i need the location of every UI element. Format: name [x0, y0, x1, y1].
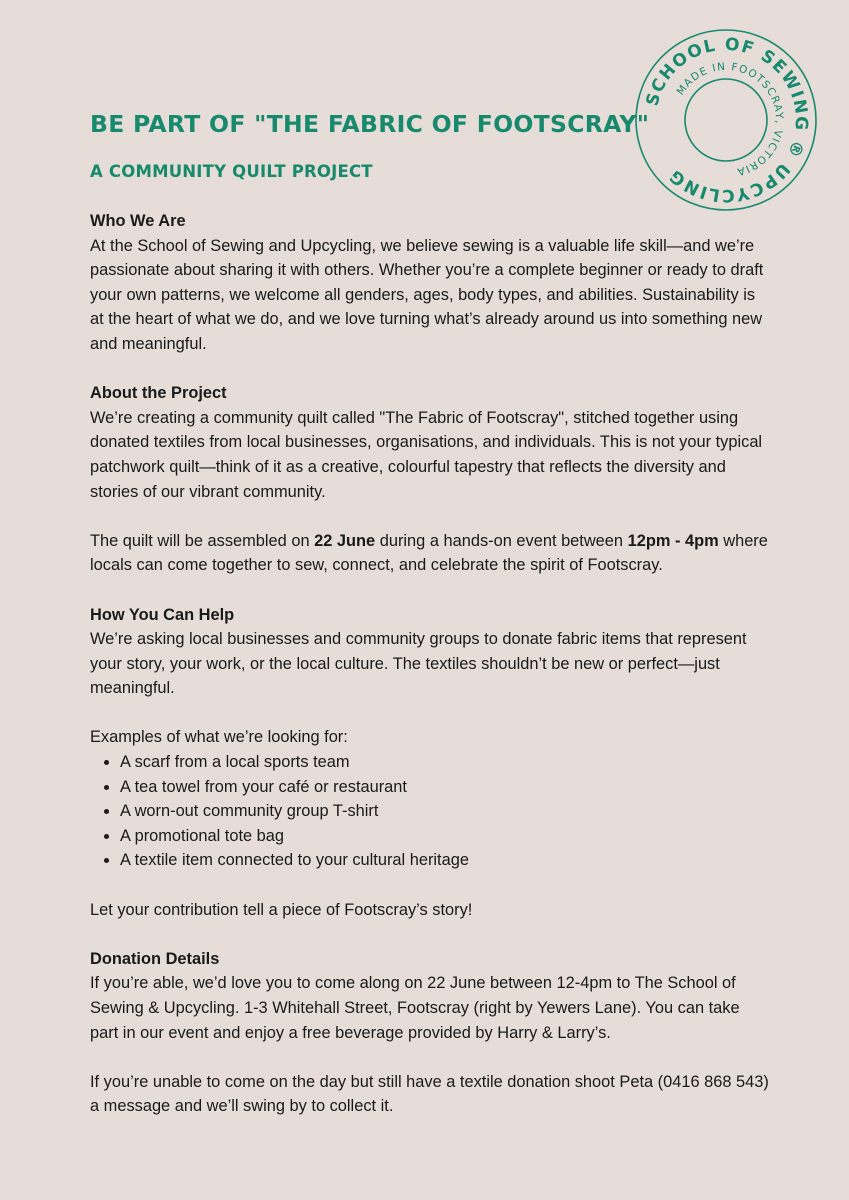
event-date: 22 June	[314, 531, 376, 550]
page-subtitle: A COMMUNITY QUILT PROJECT	[90, 162, 373, 181]
section-heading-donation: Donation Details	[90, 949, 220, 968]
paragraph-donation-alt: If you’re unable to come on the day but still have a textile donation shoot Peta (0416 868 543) a message and we’ll swing by to collect it.	[90, 1072, 769, 1116]
svg-text:MADE IN FOOTSCRAY, VICTORIA: MADE IN FOOTSCRAY, VICTORIA	[674, 60, 786, 178]
section-heading-who: Who We Are	[90, 212, 186, 230]
section-heading-about: About the Project	[90, 384, 227, 403]
paragraph-closing: Let your contribution tell a piece of Footscray’s story!	[90, 900, 473, 919]
svg-text:SCHOOL OF SEWING ® UPCYCLING: SCHOOL OF SEWING ® UPCYCLING	[642, 34, 812, 206]
examples-list	[90, 750, 770, 873]
paragraph-donation: If you’re able, we’d love you to come along on 22 June between 12-4pm to The School of Sewing & Upcycling. 1-3 Whitehall Street, Footscray (right by Yewers Lane). You can take part in our event and enjoy a free beverage provided by Harry & Larry’s.	[90, 974, 740, 1042]
logo-seal	[634, 28, 818, 212]
section-heading-help: How You Can Help	[90, 605, 235, 624]
paragraph-help: We’re asking local businesses and community groups to donate fabric items that represent your story, your work, or the local culture. The textiles shouldn’t be new or perfect—just meaningful.	[90, 630, 747, 698]
page-title: BE PART OF "THE FABRIC OF FOOTSCRAY"	[90, 110, 650, 138]
paragraph-who: At the School of Sewing and Upcycling, we believe sewing is a valuable life skill—and we’re passionate about sharing it with others. Whether you’re a complete beginner or ready to draft your own patterns, we welcome all genders, ages, body types, and abilities. Sustainability is at the heart of what we do, and we love turning what’s already around us into something new and meaningful.	[90, 236, 764, 353]
list-item: • A scarf from a local sports team	[120, 750, 770, 775]
examples-intro: Examples of what we’re looking for:	[90, 728, 348, 747]
event-time: 12pm - 4pm	[627, 531, 719, 550]
list-item: • A tea towel from your café or restaurant	[120, 775, 770, 800]
document-body	[90, 209, 770, 1119]
paragraph-about: We’re creating a community quilt called "The Fabric of Footscray", stitched together using donated textiles from local businesses, organisations, and individuals. This is not your typical patchwork quilt—think of it as a creative, colourful tapestry that reflects the diversity and stories of our vibrant community.	[90, 408, 763, 501]
list-item: • A promotional tote bag	[120, 824, 770, 849]
paragraph-event: The quilt will be assembled on 22 June during a hands-on event between 12pm - 4pm where locals can come together to sew, connect, and celebrate the spirit of Footscray.	[90, 531, 768, 575]
list-item: • A worn-out community group T-shirt	[120, 799, 770, 824]
list-item: • A textile item connected to your cultural heritage	[120, 848, 770, 873]
